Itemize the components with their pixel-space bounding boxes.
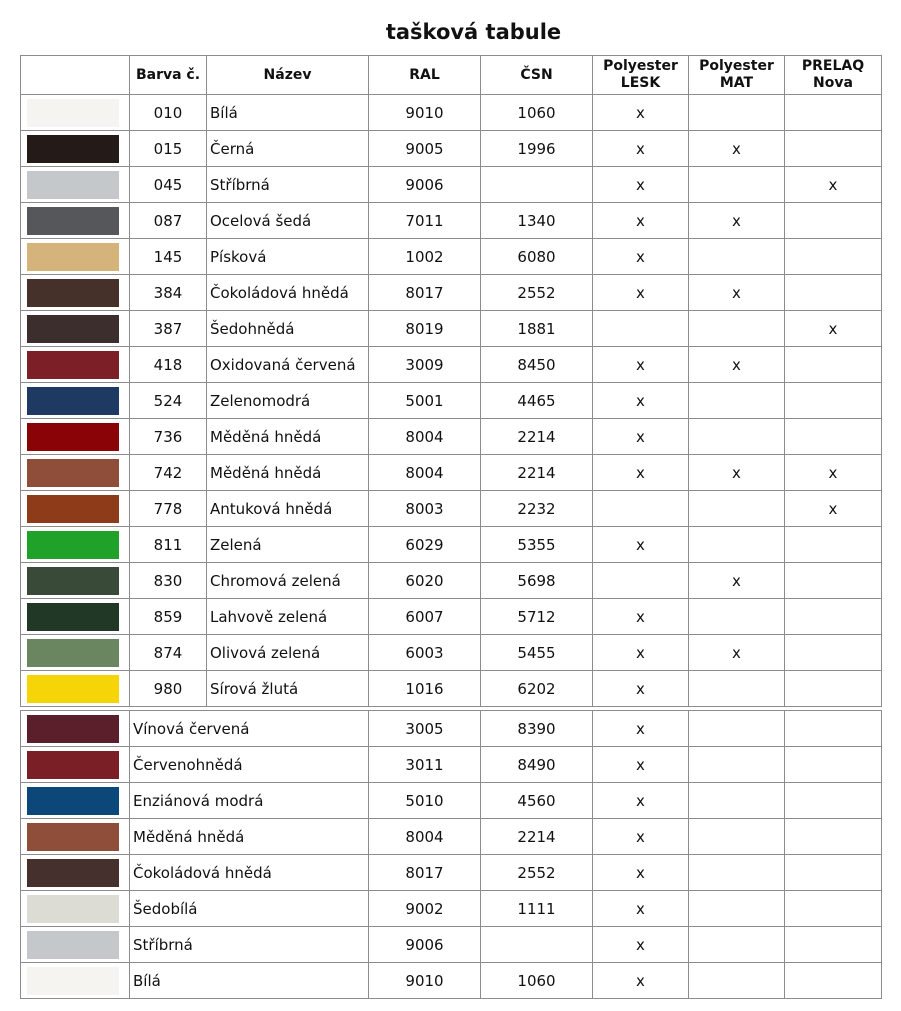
color-number-cell: 742 bbox=[130, 455, 207, 491]
color-swatch bbox=[27, 495, 119, 523]
prelaq-nova-cell bbox=[785, 275, 882, 311]
color-swatch bbox=[27, 859, 119, 887]
swatch-cell bbox=[21, 891, 130, 927]
color-number-cell: 778 bbox=[130, 491, 207, 527]
csn-cell: 8490 bbox=[481, 747, 593, 783]
ral-cell: 1002 bbox=[369, 239, 481, 275]
color-number-cell: 736 bbox=[130, 419, 207, 455]
color-name-cell: Měděná hnědá bbox=[130, 819, 369, 855]
polyester-lesk-cell: x bbox=[593, 635, 689, 671]
table-row bbox=[21, 383, 882, 419]
color-name-cell: Písková bbox=[207, 239, 369, 275]
header-name: Název bbox=[207, 56, 369, 95]
swatch-cell bbox=[21, 203, 130, 239]
csn-cell: 1996 bbox=[481, 131, 593, 167]
polyester-mat-cell bbox=[689, 491, 785, 527]
color-name-cell: Stříbrná bbox=[130, 927, 369, 963]
prelaq-nova-cell bbox=[785, 963, 882, 999]
table-row bbox=[21, 347, 882, 383]
prelaq-nova-cell: x bbox=[785, 491, 882, 527]
polyester-lesk-cell: x bbox=[593, 419, 689, 455]
polyester-mat-cell: x bbox=[689, 347, 785, 383]
table-row bbox=[21, 419, 882, 455]
polyester-lesk-cell: x bbox=[593, 275, 689, 311]
ral-cell: 8019 bbox=[369, 311, 481, 347]
color-name-cell: Zelená bbox=[207, 527, 369, 563]
table-row bbox=[21, 131, 882, 167]
color-name-cell: Sírová žlutá bbox=[207, 671, 369, 707]
csn-cell: 2214 bbox=[481, 419, 593, 455]
polyester-lesk-cell bbox=[593, 311, 689, 347]
color-swatch bbox=[27, 423, 119, 451]
header-polyester-mat: Polyester MAT bbox=[689, 56, 785, 95]
page-title: tašková tabule bbox=[385, 20, 562, 44]
header-csn: ČSN bbox=[481, 56, 593, 95]
swatch-cell bbox=[21, 383, 130, 419]
color-number-cell: 087 bbox=[130, 203, 207, 239]
prelaq-nova-cell: x bbox=[785, 311, 882, 347]
polyester-lesk-cell: x bbox=[593, 383, 689, 419]
polyester-mat-cell: x bbox=[689, 563, 785, 599]
table-header-row bbox=[21, 56, 882, 95]
swatch-cell bbox=[21, 671, 130, 707]
color-name-cell: Zelenomodrá bbox=[207, 383, 369, 419]
csn-cell: 4465 bbox=[481, 383, 593, 419]
swatch-cell bbox=[21, 455, 130, 491]
color-swatch bbox=[27, 967, 119, 995]
color-name-cell: Černá bbox=[207, 131, 369, 167]
swatch-cell bbox=[21, 711, 130, 747]
polyester-mat-cell bbox=[689, 855, 785, 891]
color-name-cell: Bílá bbox=[130, 963, 369, 999]
polyester-lesk-cell: x bbox=[593, 927, 689, 963]
color-swatch bbox=[27, 751, 119, 779]
csn-cell: 1111 bbox=[481, 891, 593, 927]
ral-cell: 9010 bbox=[369, 963, 481, 999]
table-row bbox=[21, 275, 882, 311]
color-name-cell: Šedohnědá bbox=[207, 311, 369, 347]
color-name-cell: Chromová zelená bbox=[207, 563, 369, 599]
ral-cell: 3005 bbox=[369, 711, 481, 747]
color-name-cell: Bílá bbox=[207, 95, 369, 131]
ral-cell: 8004 bbox=[369, 455, 481, 491]
table-row bbox=[21, 927, 882, 963]
csn-cell: 5455 bbox=[481, 635, 593, 671]
ral-cell: 9002 bbox=[369, 891, 481, 927]
swatch-cell bbox=[21, 239, 130, 275]
ral-cell: 6029 bbox=[369, 527, 481, 563]
csn-cell bbox=[481, 167, 593, 203]
prelaq-nova-cell bbox=[785, 711, 882, 747]
polyester-lesk-cell: x bbox=[593, 527, 689, 563]
color-swatch bbox=[27, 279, 119, 307]
table-row bbox=[21, 203, 882, 239]
color-name-cell: Lahvově zelená bbox=[207, 599, 369, 635]
csn-cell: 5712 bbox=[481, 599, 593, 635]
polyester-mat-cell: x bbox=[689, 275, 785, 311]
prelaq-nova-cell bbox=[785, 95, 882, 131]
csn-cell: 1881 bbox=[481, 311, 593, 347]
table-row bbox=[21, 671, 882, 707]
color-name-cell: Čokoládová hnědá bbox=[130, 855, 369, 891]
color-swatch bbox=[27, 639, 119, 667]
polyester-mat-cell bbox=[689, 383, 785, 419]
polyester-lesk-cell: x bbox=[593, 455, 689, 491]
ral-cell: 1016 bbox=[369, 671, 481, 707]
table-row bbox=[21, 819, 882, 855]
color-name-cell: Oxidovaná červená bbox=[207, 347, 369, 383]
prelaq-nova-cell bbox=[785, 131, 882, 167]
swatch-cell bbox=[21, 783, 130, 819]
ral-cell: 8004 bbox=[369, 819, 481, 855]
swatch-cell bbox=[21, 311, 130, 347]
table-row bbox=[21, 455, 882, 491]
polyester-mat-cell bbox=[689, 95, 785, 131]
header-swatch bbox=[21, 56, 130, 95]
polyester-lesk-cell bbox=[593, 563, 689, 599]
color-swatch bbox=[27, 787, 119, 815]
header-ral: RAL bbox=[369, 56, 481, 95]
csn-cell: 8390 bbox=[481, 711, 593, 747]
prelaq-nova-cell bbox=[785, 347, 882, 383]
color-swatch bbox=[27, 715, 119, 743]
prelaq-nova-cell bbox=[785, 783, 882, 819]
ral-cell: 9006 bbox=[369, 167, 481, 203]
swatch-cell bbox=[21, 963, 130, 999]
color-swatch bbox=[27, 351, 119, 379]
color-swatch bbox=[27, 675, 119, 703]
polyester-mat-cell: x bbox=[689, 455, 785, 491]
color-name-cell: Enziánová modrá bbox=[130, 783, 369, 819]
color-name-cell: Antuková hnědá bbox=[207, 491, 369, 527]
swatch-cell bbox=[21, 419, 130, 455]
prelaq-nova-cell bbox=[785, 563, 882, 599]
ral-cell: 6007 bbox=[369, 599, 481, 635]
header-polyester-lesk: Polyester LESK bbox=[593, 56, 689, 95]
swatch-cell bbox=[21, 855, 130, 891]
csn-cell: 1340 bbox=[481, 203, 593, 239]
csn-cell: 8450 bbox=[481, 347, 593, 383]
csn-cell: 2214 bbox=[481, 455, 593, 491]
ral-cell: 9010 bbox=[369, 95, 481, 131]
swatch-cell bbox=[21, 347, 130, 383]
color-number-cell: 145 bbox=[130, 239, 207, 275]
color-swatch bbox=[27, 99, 119, 127]
table-row bbox=[21, 963, 882, 999]
color-name-cell: Olivová zelená bbox=[207, 635, 369, 671]
color-swatch bbox=[27, 531, 119, 559]
color-name-cell: Vínová červená bbox=[130, 711, 369, 747]
swatch-cell bbox=[21, 927, 130, 963]
polyester-mat-cell bbox=[689, 239, 785, 275]
polyester-mat-cell bbox=[689, 671, 785, 707]
csn-cell: 6080 bbox=[481, 239, 593, 275]
color-name-cell: Měděná hnědá bbox=[207, 455, 369, 491]
polyester-lesk-cell: x bbox=[593, 963, 689, 999]
table-row bbox=[21, 855, 882, 891]
color-name-cell: Šedobílá bbox=[130, 891, 369, 927]
polyester-mat-cell bbox=[689, 963, 785, 999]
polyester-mat-cell: x bbox=[689, 635, 785, 671]
swatch-cell bbox=[21, 275, 130, 311]
polyester-lesk-cell: x bbox=[593, 855, 689, 891]
color-name-cell: Ocelová šedá bbox=[207, 203, 369, 239]
polyester-mat-cell bbox=[689, 783, 785, 819]
prelaq-nova-cell bbox=[785, 419, 882, 455]
prelaq-nova-cell: x bbox=[785, 167, 882, 203]
polyester-lesk-cell: x bbox=[593, 671, 689, 707]
ral-cell: 8004 bbox=[369, 419, 481, 455]
polyester-mat-cell bbox=[689, 747, 785, 783]
swatch-cell bbox=[21, 131, 130, 167]
prelaq-nova-cell bbox=[785, 891, 882, 927]
polyester-lesk-cell: x bbox=[593, 167, 689, 203]
polyester-mat-cell: x bbox=[689, 203, 785, 239]
swatch-cell bbox=[21, 95, 130, 131]
table-row bbox=[21, 635, 882, 671]
swatch-cell bbox=[21, 491, 130, 527]
color-table-main bbox=[20, 55, 882, 707]
ral-cell: 6020 bbox=[369, 563, 481, 599]
ral-cell: 3009 bbox=[369, 347, 481, 383]
table-row bbox=[21, 783, 882, 819]
csn-cell: 5355 bbox=[481, 527, 593, 563]
prelaq-nova-cell bbox=[785, 239, 882, 275]
table-row bbox=[21, 711, 882, 747]
color-swatch bbox=[27, 823, 119, 851]
swatch-cell bbox=[21, 747, 130, 783]
color-swatch bbox=[27, 135, 119, 163]
table-row bbox=[21, 599, 882, 635]
prelaq-nova-cell bbox=[785, 599, 882, 635]
color-swatch bbox=[27, 603, 119, 631]
color-number-cell: 980 bbox=[130, 671, 207, 707]
polyester-lesk-cell: x bbox=[593, 819, 689, 855]
color-table-extra bbox=[20, 710, 882, 999]
color-number-cell: 859 bbox=[130, 599, 207, 635]
color-swatch bbox=[27, 931, 119, 959]
color-swatch bbox=[27, 567, 119, 595]
prelaq-nova-cell bbox=[785, 635, 882, 671]
table-row bbox=[21, 891, 882, 927]
ral-cell: 7011 bbox=[369, 203, 481, 239]
prelaq-nova-cell bbox=[785, 671, 882, 707]
csn-cell: 2214 bbox=[481, 819, 593, 855]
color-number-cell: 418 bbox=[130, 347, 207, 383]
polyester-mat-cell bbox=[689, 927, 785, 963]
color-number-cell: 015 bbox=[130, 131, 207, 167]
csn-cell: 2552 bbox=[481, 275, 593, 311]
polyester-lesk-cell: x bbox=[593, 711, 689, 747]
polyester-lesk-cell: x bbox=[593, 783, 689, 819]
polyester-lesk-cell: x bbox=[593, 599, 689, 635]
table-row bbox=[21, 563, 882, 599]
color-swatch bbox=[27, 315, 119, 343]
polyester-lesk-cell: x bbox=[593, 239, 689, 275]
prelaq-nova-cell bbox=[785, 527, 882, 563]
ral-cell: 9006 bbox=[369, 927, 481, 963]
csn-cell: 2232 bbox=[481, 491, 593, 527]
polyester-mat-cell bbox=[689, 419, 785, 455]
polyester-mat-cell bbox=[689, 311, 785, 347]
color-number-cell: 045 bbox=[130, 167, 207, 203]
ral-cell: 3011 bbox=[369, 747, 481, 783]
prelaq-nova-cell bbox=[785, 819, 882, 855]
prelaq-nova-cell bbox=[785, 855, 882, 891]
color-name-cell: Měděná hnědá bbox=[207, 419, 369, 455]
polyester-mat-cell bbox=[689, 599, 785, 635]
ral-cell: 8017 bbox=[369, 275, 481, 311]
color-swatch bbox=[27, 387, 119, 415]
polyester-lesk-cell: x bbox=[593, 347, 689, 383]
polyester-mat-cell bbox=[689, 891, 785, 927]
polyester-mat-cell bbox=[689, 819, 785, 855]
color-swatch bbox=[27, 243, 119, 271]
swatch-cell bbox=[21, 635, 130, 671]
csn-cell: 1060 bbox=[481, 963, 593, 999]
color-swatch bbox=[27, 459, 119, 487]
swatch-cell bbox=[21, 167, 130, 203]
ral-cell: 9005 bbox=[369, 131, 481, 167]
csn-cell bbox=[481, 927, 593, 963]
table-row bbox=[21, 311, 882, 347]
color-name-cell: Čokoládová hnědá bbox=[207, 275, 369, 311]
table-row bbox=[21, 239, 882, 275]
polyester-lesk-cell: x bbox=[593, 131, 689, 167]
ral-cell: 8017 bbox=[369, 855, 481, 891]
polyester-lesk-cell: x bbox=[593, 203, 689, 239]
swatch-cell bbox=[21, 819, 130, 855]
ral-cell: 5010 bbox=[369, 783, 481, 819]
prelaq-nova-cell bbox=[785, 383, 882, 419]
swatch-cell bbox=[21, 527, 130, 563]
header-prelaq-nova: PRELAQ Nova bbox=[785, 56, 882, 95]
prelaq-nova-cell: x bbox=[785, 455, 882, 491]
polyester-mat-cell bbox=[689, 167, 785, 203]
prelaq-nova-cell bbox=[785, 747, 882, 783]
color-number-cell: 811 bbox=[130, 527, 207, 563]
table-row bbox=[21, 491, 882, 527]
csn-cell: 2552 bbox=[481, 855, 593, 891]
polyester-mat-cell bbox=[689, 711, 785, 747]
color-name-cell: Stříbrná bbox=[207, 167, 369, 203]
color-number-cell: 010 bbox=[130, 95, 207, 131]
polyester-mat-cell bbox=[689, 527, 785, 563]
color-swatch bbox=[27, 895, 119, 923]
table-row bbox=[21, 95, 882, 131]
color-number-cell: 830 bbox=[130, 563, 207, 599]
swatch-cell bbox=[21, 563, 130, 599]
table-row bbox=[21, 747, 882, 783]
prelaq-nova-cell bbox=[785, 927, 882, 963]
ral-cell: 6003 bbox=[369, 635, 481, 671]
polyester-lesk-cell: x bbox=[593, 747, 689, 783]
color-name-cell: Červenohnědá bbox=[130, 747, 369, 783]
table-row bbox=[21, 167, 882, 203]
table-row bbox=[21, 527, 882, 563]
color-number-cell: 384 bbox=[130, 275, 207, 311]
color-number-cell: 874 bbox=[130, 635, 207, 671]
prelaq-nova-cell bbox=[785, 203, 882, 239]
color-number-cell: 387 bbox=[130, 311, 207, 347]
color-swatch bbox=[27, 207, 119, 235]
csn-cell: 6202 bbox=[481, 671, 593, 707]
ral-cell: 8003 bbox=[369, 491, 481, 527]
color-swatch bbox=[27, 171, 119, 199]
color-number-cell: 524 bbox=[130, 383, 207, 419]
header-color-number: Barva č. bbox=[130, 56, 207, 95]
swatch-cell bbox=[21, 599, 130, 635]
csn-cell: 4560 bbox=[481, 783, 593, 819]
polyester-lesk-cell: x bbox=[593, 891, 689, 927]
polyester-lesk-cell: x bbox=[593, 95, 689, 131]
ral-cell: 5001 bbox=[369, 383, 481, 419]
csn-cell: 5698 bbox=[481, 563, 593, 599]
csn-cell: 1060 bbox=[481, 95, 593, 131]
polyester-mat-cell: x bbox=[689, 131, 785, 167]
polyester-lesk-cell bbox=[593, 491, 689, 527]
